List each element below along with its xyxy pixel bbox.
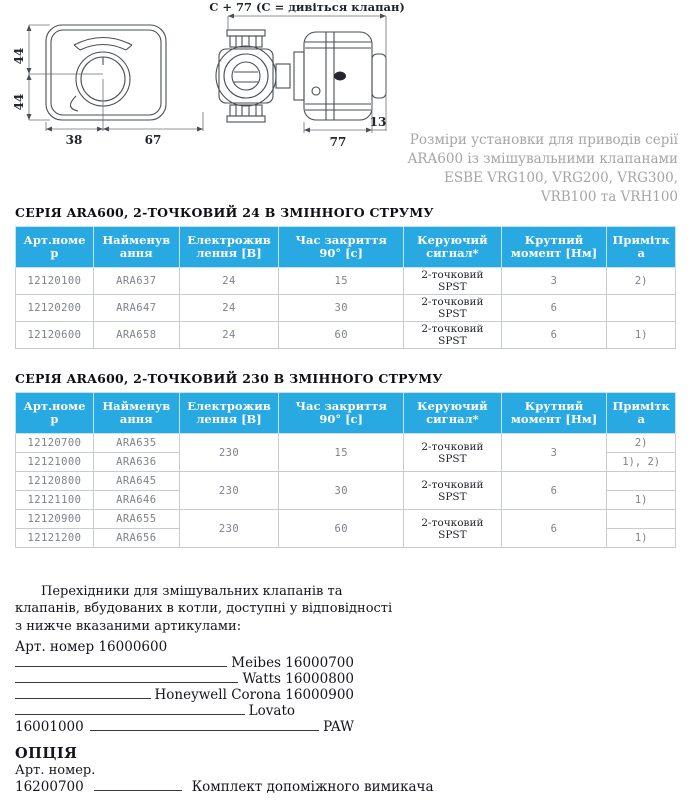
- adapter-brand: Honeywell Corona 16000900: [154, 687, 354, 703]
- cell-note: [607, 295, 676, 322]
- adapters-paragraph: Перехідники для змішувальних клапанів та клапанів, вбудованих в котли, доступні у відповідності з нижче вказаними артикулами:: [15, 584, 393, 634]
- cell-closing-time: 15: [279, 268, 404, 295]
- table-row: [16, 295, 676, 322]
- cell-torque: 3: [501, 268, 607, 295]
- col-header-art-number: Арт.номер: [16, 393, 94, 434]
- cell-closing-time: 15: [279, 434, 404, 472]
- fill-line: [15, 698, 151, 699]
- installation-note-line: ESBE VRG100, VRG200, VRG300,: [443, 170, 678, 187]
- installation-note-line: VRB100 та VRH100: [540, 189, 678, 206]
- option-section: [15, 745, 435, 795]
- cell-closing-time: 60: [279, 510, 404, 548]
- cell-art-number: 12120100: [16, 268, 94, 295]
- option-row: [15, 779, 435, 795]
- section-title-230v: СЕРІЯ ARA600, 2-ТОЧКОВИЙ 230 В ЗМІННОГО СТРУМУ: [15, 371, 443, 386]
- col-header-name: Найменування: [93, 227, 179, 268]
- cell-power: 24: [179, 295, 279, 322]
- col-header-signal: Керуючий сигнал*: [404, 393, 502, 434]
- cell-name: ARA637: [93, 268, 179, 295]
- col-header-closing-time: Час закриття 90° [с]: [279, 227, 404, 268]
- adapter-row: [15, 703, 295, 719]
- option-title: ОПЦІЯ: [15, 745, 78, 762]
- dim-44-top: 44: [12, 47, 26, 65]
- adapter-art-label: Арт. номер 16000600: [15, 639, 168, 655]
- cell-note: [607, 472, 676, 491]
- cell-name: ARA646: [93, 491, 179, 510]
- col-header-signal: Керуючий сигнал*: [404, 227, 502, 268]
- table-row: [16, 268, 676, 295]
- cell-torque: 6: [501, 322, 607, 349]
- col-header-torque: Крутний момент [Нм]: [501, 393, 607, 434]
- cell-art-number: 12120700: [16, 434, 94, 453]
- adapter-brand: Watts 16000800: [242, 671, 354, 687]
- table-row: [16, 434, 676, 453]
- adapter-art-number: 16001000: [15, 719, 84, 735]
- col-header-power: Електроживлення [В]: [179, 227, 279, 268]
- cell-signal: 2-точковий SPST: [404, 434, 502, 472]
- cell-name: ARA658: [93, 322, 179, 349]
- cell-name: ARA635: [93, 434, 179, 453]
- cell-signal: 2-точковий SPST: [404, 472, 502, 510]
- cell-power: 230: [179, 472, 279, 510]
- cell-power: 230: [179, 510, 279, 548]
- cell-art-number: 12121100: [16, 491, 94, 510]
- adapter-brand: Meibes 16000700: [231, 655, 354, 671]
- fill-line: [15, 714, 245, 715]
- dim-38: 38: [65, 133, 83, 147]
- section-24v: [15, 205, 676, 349]
- adapters-list: [15, 639, 354, 735]
- cell-torque: 6: [501, 472, 607, 510]
- cell-closing-time: 60: [279, 322, 404, 349]
- dim-c-plus-77: C + 77 (C = дивіться клапан): [209, 0, 405, 14]
- table-header-row: [16, 393, 676, 434]
- table-row: [16, 322, 676, 349]
- cell-note: 2): [607, 268, 676, 295]
- cell-power: 24: [179, 322, 279, 349]
- dim-44-bottom: 44: [12, 93, 26, 111]
- fill-line: [90, 730, 319, 731]
- cell-closing-time: 30: [279, 472, 404, 510]
- adapter-row: [15, 687, 354, 703]
- cell-art-number: 12121200: [16, 529, 94, 548]
- dim-13: 13: [369, 115, 387, 129]
- valve-drawing: [216, 30, 290, 122]
- cell-note: 1): [607, 529, 676, 548]
- installation-note: [398, 131, 678, 208]
- table-row: [16, 510, 676, 529]
- cell-signal: 2-точковий SPST: [404, 268, 502, 295]
- cell-note: [607, 510, 676, 529]
- cell-power: 24: [179, 268, 279, 295]
- adapter-row: [15, 719, 354, 735]
- spec-table-24v: [15, 226, 676, 349]
- technical-drawings: [6, 0, 438, 152]
- section-230v: [15, 371, 676, 548]
- section-title-24v: СЕРІЯ ARA600, 2-ТОЧКОВИЙ 24 В ЗМІННОГО СТРУМУ: [15, 205, 434, 220]
- adapter-brand: Lovato: [248, 703, 295, 719]
- col-header-note: Примітка: [607, 227, 676, 268]
- col-header-torque: Крутний момент [Нм]: [501, 227, 607, 268]
- cell-power: 230: [179, 434, 279, 472]
- cell-art-number: 12120200: [16, 295, 94, 322]
- dim-77: 77: [329, 135, 347, 149]
- actuator-dimension-drawing: [6, 0, 438, 152]
- option-art-number: 16200700: [15, 779, 84, 795]
- col-header-closing-time: Час закриття 90° [с]: [279, 393, 404, 434]
- cell-name: ARA655: [93, 510, 179, 529]
- col-header-power: Електроживлення [В]: [179, 393, 279, 434]
- dim-67: 67: [144, 133, 162, 147]
- cell-torque: 6: [501, 295, 607, 322]
- fill-line: [15, 682, 238, 683]
- col-header-name: Найменування: [93, 393, 179, 434]
- table-row: [16, 472, 676, 491]
- cell-art-number: 12120600: [16, 322, 94, 349]
- fill-line: [94, 790, 182, 791]
- installation-note-line: Розміри установки для приводів серії: [409, 132, 678, 148]
- cell-torque: 3: [501, 434, 607, 472]
- cell-signal: 2-точковий SPST: [404, 295, 502, 322]
- cell-name: ARA647: [93, 295, 179, 322]
- cell-art-number: 12120800: [16, 472, 94, 491]
- col-header-note: Примітка: [607, 393, 676, 434]
- cell-art-number: 12121000: [16, 453, 94, 472]
- cell-note: 2): [607, 434, 676, 453]
- col-header-art-number: Арт.номер: [16, 227, 94, 268]
- adapter-row: [15, 655, 354, 671]
- installation-note-line: ARA600 із змішувальними клапанами: [407, 151, 678, 168]
- cell-signal: 2-точковий SPST: [404, 322, 502, 349]
- adapter-row: [15, 671, 354, 687]
- adapter-row: [15, 639, 354, 655]
- fill-line: [15, 666, 227, 667]
- option-art-label: Арт. номер.: [15, 763, 96, 778]
- table-header-row: [16, 227, 676, 268]
- cell-name: ARA645: [93, 472, 179, 491]
- cell-art-number: 12120900: [16, 510, 94, 529]
- cell-signal: 2-точковий SPST: [404, 510, 502, 548]
- cell-note: 1): [607, 491, 676, 510]
- adapter-brand: PAW: [323, 719, 354, 735]
- cell-name: ARA636: [93, 453, 179, 472]
- option-description: Комплект допоміжного вимикача: [191, 779, 434, 795]
- cell-name: ARA656: [93, 529, 179, 548]
- cell-note: 1), 2): [607, 453, 676, 472]
- spec-table-230v: [15, 392, 676, 548]
- cell-note: 1): [607, 322, 676, 349]
- cell-closing-time: 30: [279, 295, 404, 322]
- cell-torque: 6: [501, 510, 607, 548]
